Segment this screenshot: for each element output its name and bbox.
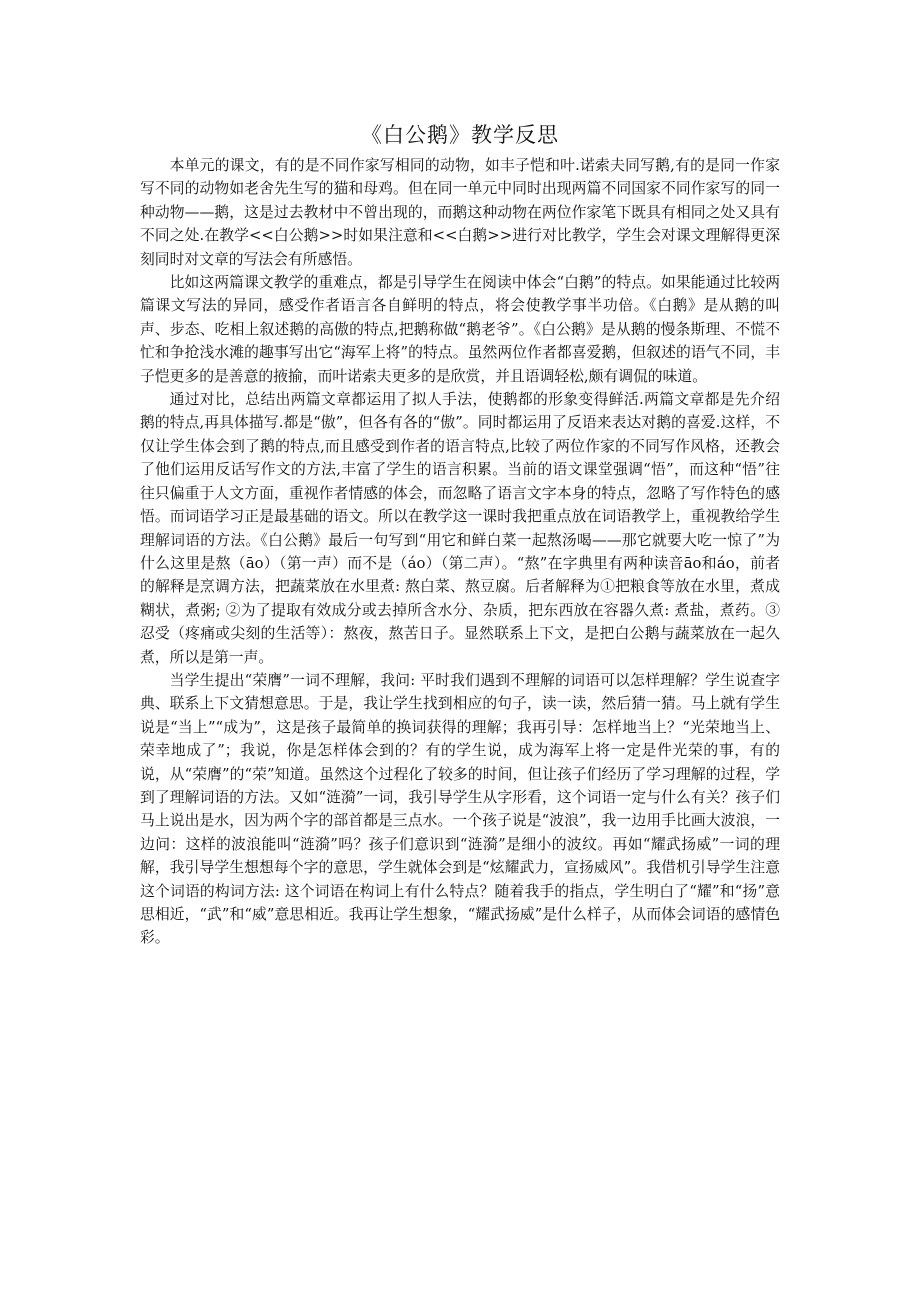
paragraph-4: 当学生提出“荣膺”一词不理解，我问: 平时我们遇到不理解的词语可以怎样理解？学生说查字典、联系上下文猜想意思。于是，我让学生找到相应的句子，读一读，然后猜一猜。马上就有学生说是“当上”“成为”，这是孩子最简单的换词获得的理解；我再引导：怎样地当上？“光荣地当上、荣幸地成了”；我说，你是怎样体会到的？有的学生说，成为海军上将一定是件光荣的事，有的说，从“荣膺”的“荣”知道。虽然这个过程化了较多的时间，但让孩子们经历了学习理解的过程，学到了理解词语的方法。又如“涟漪”一词，我引导学生从字形看，这个词语一定与什么有关？孩子们马上说出是水，因为两个字的部首都是三点水。一个孩子说是“波浪”，我一边用手比画大波浪，一边问：这样的波浪能叫“涟漪”吗？孩子们意识到“涟漪”是细小的波纹。再如“耀武扬威”一词的理解，我引导学生想想每个字的意思，学生就体会到是“炫耀武力，宣扬威风”。我借机引导学生注意这个词语的构词方法: 这个词语在构词上有什么特点？随着我手的指点，学生明白了“耀”和“扬”意思相近，“武”和“威”意思相近。我再让学生想象，“耀武扬威”是什么样子，从而体会词语的感情色彩。	[140, 671, 780, 947]
paragraph-3: 通过对比，总结出两篇文章都运用了拟人手法，使鹅都的形象变得鲜活.两篇文章都是先介绍鹅的特点,再具体描写.都是“傲”，但各有各的“傲”。同时都运用了反语来表达对鹅的喜爱.这样，不仅让学生体会到了鹅的特点,而且感受到作者的语言特点,比较了两位作家的不同写作风格，还教会了他们运用反话写作文的方法,丰富了学生的语言积累。当前的语文课堂强调“悟”，而这种“悟”往往只偏重于人文方面，重视作者情感的体会，而忽略了语言文字本身的特点，忽略了写作特色的感悟。而词语学习正是最基础的语文。所以在教学这一课时我把重点放在词语教学上，重视教给学生理解词语的方法。《白公鹅》最后一句写到“用它和鲜白菜一起熬汤喝——那它就要大吃一惊了”为什么这里是熬（āo）（第一声）而不是（áo）（第二声）。“熬”在字典里有两种读音āo和áo，前者的解释是烹调方法，把蔬菜放在水里煮: 熬白菜、熬豆腐。后者解释为①把粮食等放在水里，煮成糊状，煮粥; ②为了提取有效成分或去掉所含水分、杂质，把东西放在容器久煮: 煮盐，煮药。③忍受（疼痛或尖刻的生活等）：熬夜，熬苦日子。显然联系上下文，是把白公鹅与蔬菜放在一起久煮，所以是第一声。	[140, 391, 780, 666]
document-page	[140, 118, 780, 950]
paragraph-2: 比如这两篇课文教学的重难点，都是引导学生在阅读中体会“白鹅”的特点。如果能通过比较两篇课文写法的异同，感受作者语言各自鲜明的特点，将会使教学事半功倍。《白鹅》是从鹅的叫声、步态、吃相上叙述鹅的高傲的特点,把鹅称做“鹅老爷”。《白公鹅》是从鹅的慢条斯理、不慌不忙和争抢浅水滩的趣事写出它“海军上将”的特点。虽然两位作者都喜爱鹅，但叙述的语气不同，丰子恺更多的是善意的掖揄，而叶诺索夫更多的是欣赏，并且语调轻松,颇有调侃的味道。	[140, 274, 780, 385]
document-title: 《白公鹅》教学反思	[361, 123, 559, 147]
paragraph-1: 本单元的课文，有的是不同作家写相同的动物，如丰子恺和叶.诺索夫同写鹅,有的是同一作家写不同的动物如老舍先生写的猫和母鸡。但在同一单元中同时出现两篇不同国家不同作家写的同一种动物——鹅，这是过去教材中不曾出现的，而鹅这种动物在两位作家笔下既具有相同之处又具有不同之处.在教学<<白公鹅>>时如果注意和<<白鹅>>进行对比教学，学生会对课文理解得更深刻同时对文章的写法会有所感悟。	[140, 157, 780, 268]
